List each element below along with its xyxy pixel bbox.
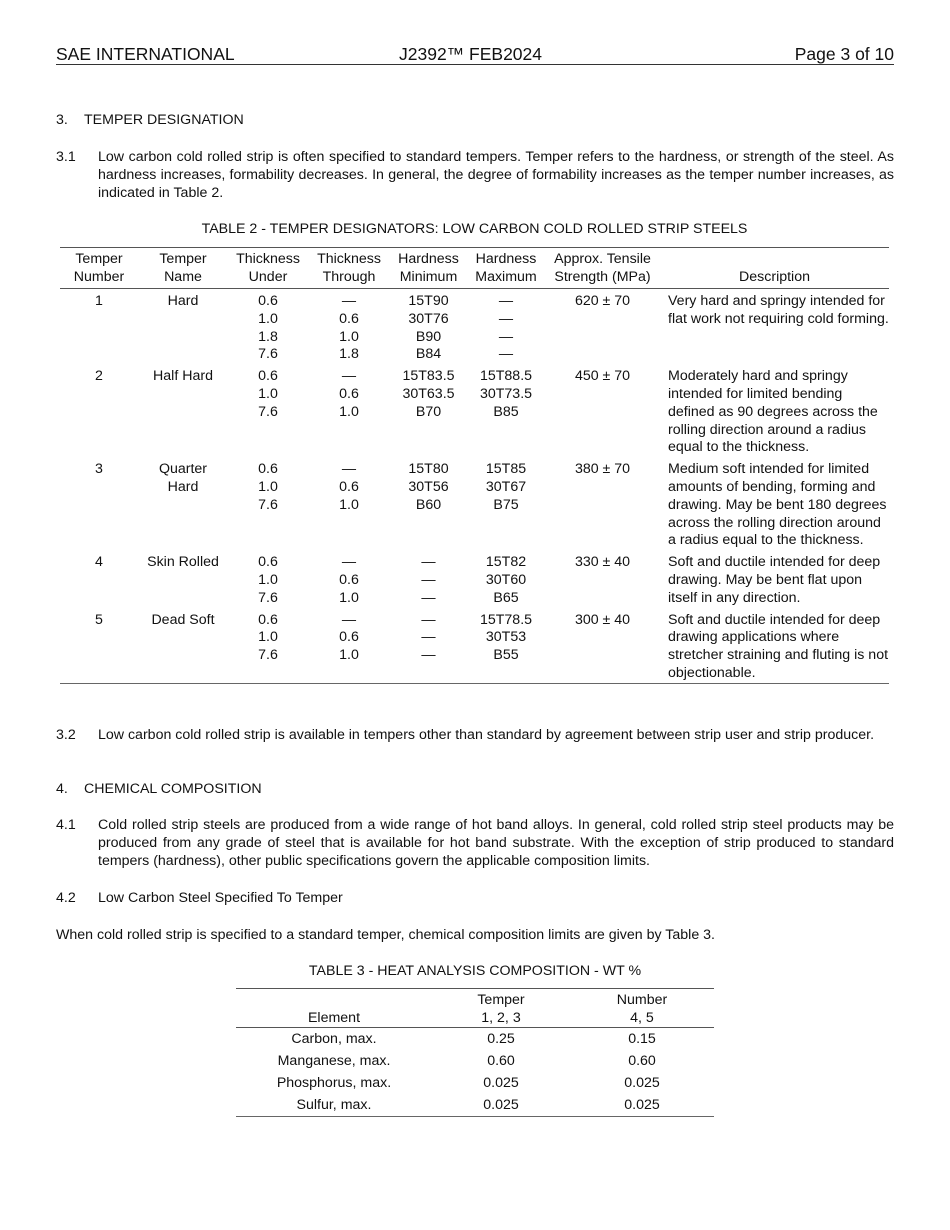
description: Soft and ductile intended for deep drawing applications where stretcher straining and fluting is not objectionable. <box>668 611 889 681</box>
tensile-strength: 330 ± 40 <box>574 554 631 571</box>
table-2-caption: TABLE 2 - TEMPER DESIGNATORS: LOW CARBON COLD ROLLED STRIP STEELS <box>201 221 748 237</box>
tensile-strength: 450 ± 70 <box>574 368 631 385</box>
thickness-through: — 0.6 1.0 1.8 <box>339 293 359 363</box>
hardness-minimum: — — — <box>421 611 436 664</box>
subsection-title: Low Carbon Steel Specified To Temper <box>98 890 343 906</box>
publisher-name: SAE INTERNATIONAL <box>56 44 235 64</box>
tensile-strength: 620 ± 70 <box>574 293 631 309</box>
paragraph-3-2 <box>56 726 894 744</box>
table-row <box>60 457 889 550</box>
column-header: Element <box>307 1010 361 1026</box>
body-text: When cold rolled strip is specified to a standard temper, chemical composition limits are given by Table 3. <box>56 927 715 943</box>
paragraph-3-1 <box>56 148 894 202</box>
hardness-maximum: 15T82 30T60 B65 <box>485 554 527 606</box>
element-name: Phosphorus, max. <box>276 1075 392 1091</box>
column-header: Hardness Maximum <box>475 251 537 285</box>
table-row <box>60 608 889 684</box>
temper-1-2-3-value: 0.25 <box>487 1031 515 1047</box>
hardness-minimum: 15T90 30T76 B90 B84 <box>408 293 449 363</box>
thickness-under: 0.6 1.0 1.8 7.6 <box>258 293 278 363</box>
description: Very hard and springy intended for flat work not requiring cold forming. <box>668 293 889 327</box>
temper-4-5-value: 0.60 <box>628 1053 656 1069</box>
column-header: Approx. Tensile Strength (MPa) <box>554 251 651 285</box>
temper-4-5-value: 0.025 <box>624 1075 660 1091</box>
hardness-maximum: 15T78.5 30T53 B55 <box>479 611 533 664</box>
temper-1-2-3-value: 0.025 <box>483 1075 519 1091</box>
column-header: Number 4, 5 <box>616 992 668 1026</box>
table-row <box>60 289 889 365</box>
temper-name: Quarter Hard <box>158 461 208 495</box>
table-header-row <box>60 248 889 289</box>
temper-1-2-3-value: 0.025 <box>483 1097 519 1113</box>
section-number: 3. <box>56 112 68 128</box>
thickness-through: — 0.6 1.0 <box>339 461 359 513</box>
element-name: Manganese, max. <box>277 1053 391 1069</box>
table-2-temper-designators <box>60 247 889 684</box>
element-name: Sulfur, max. <box>296 1097 372 1113</box>
hardness-maximum: 15T88.5 30T73.5 B85 <box>479 368 533 420</box>
paragraph-number: 4.2 <box>56 890 76 906</box>
temper-name: Skin Rolled <box>147 554 219 571</box>
column-header: Thickness Through <box>317 251 381 285</box>
tensile-strength: 300 ± 40 <box>574 611 631 628</box>
section-title: TEMPER DESIGNATION <box>84 112 244 128</box>
paragraph-number: 3.2 <box>56 727 76 743</box>
thickness-under: 0.6 1.0 7.6 <box>258 461 278 513</box>
temper-name: Half Hard <box>153 368 213 385</box>
temper-number: 3 <box>95 461 103 478</box>
page-number: Page 3 of 10 <box>794 44 894 64</box>
table-row <box>236 1094 714 1117</box>
column-header: Description <box>739 269 810 285</box>
temper-1-2-3-value: 0.60 <box>487 1053 515 1069</box>
section-4-heading <box>56 780 262 798</box>
column-header: Temper Number <box>73 251 125 285</box>
table-row <box>60 364 889 457</box>
temper-number: 2 <box>95 368 103 385</box>
thickness-through: — 0.6 1.0 <box>339 554 359 606</box>
temper-4-5-value: 0.025 <box>624 1097 660 1113</box>
element-name: Carbon, max. <box>291 1031 377 1047</box>
section-number: 4. <box>56 781 68 797</box>
section-3-heading <box>56 111 244 129</box>
table-row <box>236 1072 714 1094</box>
temper-number: 4 <box>95 554 103 571</box>
hardness-maximum: 15T85 30T67 B75 <box>485 461 527 513</box>
paragraph-4-1 <box>56 816 894 870</box>
table-row <box>236 1050 714 1072</box>
table-3-heat-analysis <box>236 988 714 1117</box>
paragraph-number: 4.1 <box>56 817 76 833</box>
table-row <box>60 550 889 607</box>
page-header <box>56 44 894 65</box>
temper-name: Dead Soft <box>151 611 215 628</box>
thickness-through: — 0.6 1.0 <box>339 611 359 664</box>
column-header: Thickness Under <box>236 251 300 285</box>
column-header: Temper Name <box>159 251 207 285</box>
tensile-strength: 380 ± 70 <box>574 461 631 478</box>
description: Soft and ductile intended for deep drawing. May be bent flat upon itself in any direction. <box>668 554 881 606</box>
temper-number: 1 <box>95 293 103 309</box>
hardness-minimum: — — — <box>421 554 436 606</box>
paragraph-text: Low carbon cold rolled strip is available in tempers other than standard by agreement between strip user and strip producer. <box>98 727 875 743</box>
hardness-minimum: 15T83.5 30T63.5 B70 <box>402 368 455 420</box>
hardness-maximum: — — — — <box>498 293 514 363</box>
description: Moderately hard and springy intended for limited bending defined as 90 degrees across the rolling direction around a radius equal to the thickness. <box>668 368 878 456</box>
temper-4-5-value: 0.15 <box>628 1031 656 1047</box>
temper-name: Hard <box>167 293 199 309</box>
thickness-under: 0.6 1.0 7.6 <box>258 368 278 420</box>
thickness-through: — 0.6 1.0 <box>339 368 359 420</box>
thickness-under: 0.6 1.0 7.6 <box>258 611 278 664</box>
paragraph-number: 3.1 <box>56 149 76 165</box>
table-3-caption: TABLE 3 - HEAT ANALYSIS COMPOSITION - WT % <box>308 963 642 979</box>
hardness-minimum: 15T80 30T56 B60 <box>408 461 449 513</box>
paragraph-text: Cold rolled strip steels are produced from a wide range of hot band alloys. In general, cold rolled strip steel products may be produced from any grade of steel that is available for hot band substrate. With the exception of strip produced to standard tempers (hardness), other public specifications govern the applicable composition limits. <box>98 817 894 869</box>
column-header: Hardness Minimum <box>398 251 459 285</box>
document-id: J2392™ FEB2024 <box>399 44 543 64</box>
thickness-under: 0.6 1.0 7.6 <box>258 554 278 606</box>
description: Medium soft intended for limited amounts of bending, forming and drawing. May be bent 180 degrees across the rolling direction around a radius equal to the thickness. <box>668 461 887 549</box>
temper-number: 5 <box>95 611 103 628</box>
column-header: Temper 1, 2, 3 <box>477 992 525 1026</box>
table-header-row <box>236 989 714 1028</box>
table-row <box>236 1028 714 1051</box>
section-title: CHEMICAL COMPOSITION <box>84 781 262 797</box>
paragraph-4-2 <box>56 889 894 907</box>
paragraph-text: Low carbon cold rolled strip is often specified to standard tempers. Temper refers to the hardness, or strength of the steel. As hardness increases, formability decreases. In general, the degree of formability increases as the temper number increases, as indicated in Table 2. <box>98 149 894 201</box>
